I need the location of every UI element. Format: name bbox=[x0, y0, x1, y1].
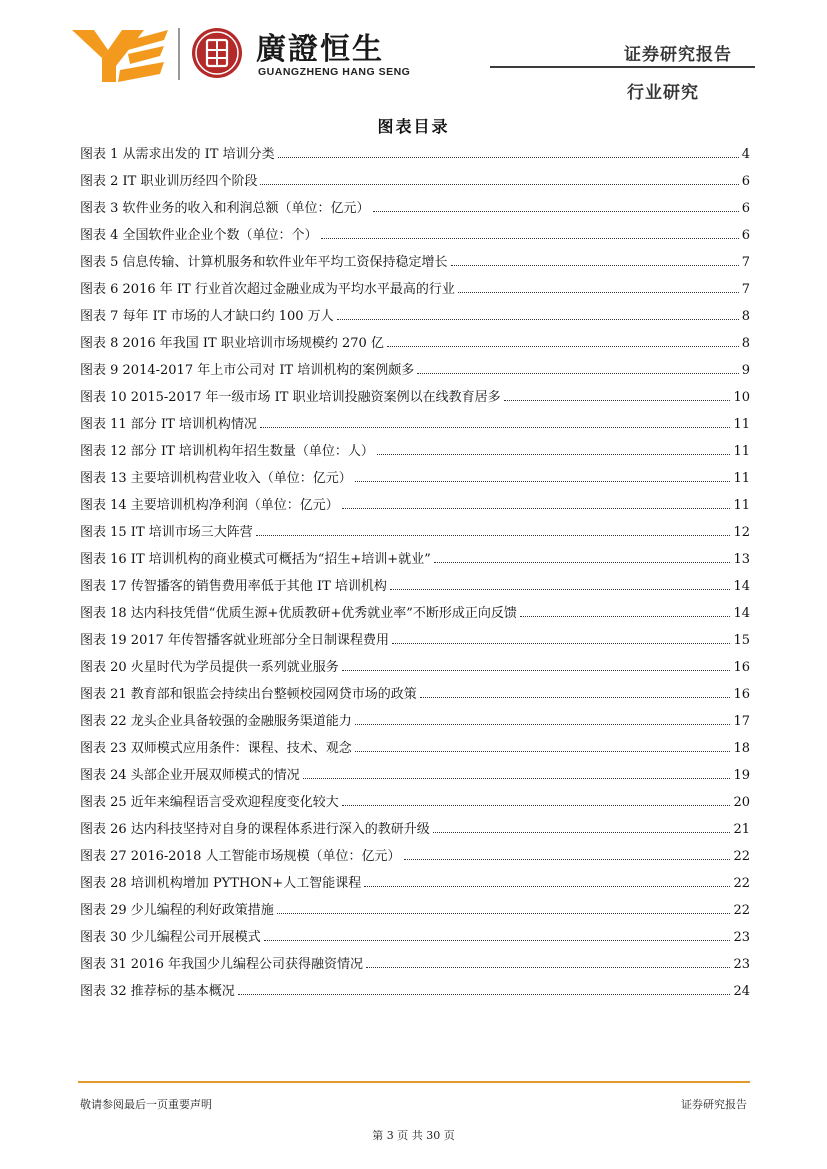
toc-leader-dots bbox=[387, 346, 739, 347]
toc-entry-label: 图表 16 IT 培训机构的商业模式可概括为“招生+培训+就业” bbox=[80, 552, 431, 567]
toc-entry-label: 图表 1 从需求出发的 IT 培训分类 bbox=[80, 147, 275, 162]
section-type-label: 行业研究 bbox=[627, 83, 699, 103]
toc-leader-dots bbox=[277, 913, 731, 914]
toc-entry-label: 图表 26 达内科技坚持对自身的课程体系进行深入的教研升级 bbox=[80, 822, 430, 837]
toc-entry-page: 19 bbox=[733, 768, 750, 783]
toc-entry-label: 图表 28 培训机构增加 PYTHON+人工智能课程 bbox=[80, 876, 362, 891]
toc-leader-dots bbox=[337, 319, 739, 320]
toc-leader-dots bbox=[355, 481, 731, 482]
toc-leader-dots bbox=[256, 535, 731, 536]
toc-entry-page: 9 bbox=[741, 363, 750, 378]
toc-leader-dots bbox=[420, 697, 731, 698]
toc-entry[interactable] bbox=[80, 764, 750, 791]
company-logo-icon bbox=[72, 26, 168, 84]
toc-leader-dots bbox=[458, 292, 739, 293]
brand-name-en: GUANGZHENG HANG SENG bbox=[258, 66, 411, 78]
brand-name-cn: 廣證恒生 bbox=[256, 32, 384, 67]
toc-entry[interactable] bbox=[80, 548, 750, 575]
toc-entry[interactable] bbox=[80, 278, 750, 305]
toc-entry-page: 14 bbox=[733, 579, 750, 594]
toc-entry[interactable] bbox=[80, 710, 750, 737]
toc-entry-label: 图表 15 IT 培训市场三大阵营 bbox=[80, 525, 253, 540]
toc-entry-page: 8 bbox=[741, 336, 750, 351]
toc-entry[interactable] bbox=[80, 683, 750, 710]
seal-icon bbox=[190, 26, 244, 80]
toc-entry[interactable] bbox=[80, 926, 750, 953]
toc-entry[interactable] bbox=[80, 494, 750, 521]
toc-entry-label: 图表 27 2016-2018 人工智能市场规模（单位：亿元） bbox=[80, 849, 401, 864]
toc-leader-dots bbox=[260, 184, 738, 185]
toc-entry-page: 11 bbox=[733, 471, 750, 486]
toc-entry-page: 14 bbox=[733, 606, 750, 621]
toc-entry-page: 11 bbox=[733, 498, 750, 513]
toc-entry-page: 8 bbox=[741, 309, 750, 324]
toc-entry-page: 16 bbox=[733, 687, 750, 702]
toc-leader-dots bbox=[342, 805, 731, 806]
toc-leader-dots bbox=[451, 265, 739, 266]
toc-leader-dots bbox=[434, 562, 731, 563]
toc-leader-dots bbox=[366, 967, 730, 968]
toc-entry-label: 图表 22 龙头企业具备较强的金融服务渠道能力 bbox=[80, 714, 352, 729]
toc-entry-label: 图表 21 教育部和银监会持续出台整顿校园网贷市场的政策 bbox=[80, 687, 417, 702]
toc-entry-page: 13 bbox=[733, 552, 750, 567]
toc-entry-page: 6 bbox=[741, 201, 750, 216]
toc-entry-page: 6 bbox=[741, 228, 750, 243]
toc-entry-label: 图表 31 2016 年我国少儿编程公司获得融资情况 bbox=[80, 957, 364, 972]
toc-entry-page: 23 bbox=[733, 957, 750, 972]
toc-leader-dots bbox=[355, 724, 731, 725]
footer-divider bbox=[78, 1081, 750, 1083]
toc-entry[interactable] bbox=[80, 845, 750, 872]
toc-leader-dots bbox=[520, 616, 731, 617]
toc-leader-dots bbox=[342, 508, 731, 509]
toc-leader-dots bbox=[417, 373, 738, 374]
toc-leader-dots bbox=[260, 427, 731, 428]
toc-entry-page: 22 bbox=[733, 849, 750, 864]
page-number: 第 3 页 共 30 页 bbox=[372, 1129, 455, 1142]
toc-entry-page: 17 bbox=[733, 714, 750, 729]
toc-entry-page: 7 bbox=[741, 255, 750, 270]
toc-entry-label: 图表 25 近年来编程语言受欢迎程度变化较大 bbox=[80, 795, 339, 810]
toc-entry-label: 图表 24 头部企业开展双师模式的情况 bbox=[80, 768, 300, 783]
toc-entry-page: 10 bbox=[733, 390, 750, 405]
toc-entry-page: 11 bbox=[733, 444, 750, 459]
toc-leader-dots bbox=[404, 859, 731, 860]
toc-entry[interactable] bbox=[80, 359, 750, 386]
toc-entry[interactable] bbox=[80, 980, 750, 1007]
header-divider bbox=[490, 66, 755, 68]
toc-leader-dots bbox=[238, 994, 731, 995]
toc-entry-page: 12 bbox=[733, 525, 750, 540]
toc-leader-dots bbox=[373, 211, 739, 212]
page-header bbox=[0, 0, 827, 110]
toc-entry[interactable] bbox=[80, 818, 750, 845]
toc-entry[interactable] bbox=[80, 872, 750, 899]
toc-leader-dots bbox=[303, 778, 731, 779]
toc-leader-dots bbox=[264, 940, 731, 941]
toc-entry-page: 22 bbox=[733, 876, 750, 891]
toc-entry[interactable] bbox=[80, 467, 750, 494]
toc-leader-dots bbox=[278, 157, 739, 158]
toc-leader-dots bbox=[433, 832, 731, 833]
toc-entry-label: 图表 23 双师模式应用条件：课程、技术、观念 bbox=[80, 741, 352, 756]
toc-leader-dots bbox=[377, 454, 731, 455]
report-type-label: 证券研究报告 bbox=[624, 45, 732, 65]
toc-entry-label: 图表 10 2015-2017 年一级市场 IT 职业培训投融资案例以在线教育居多 bbox=[80, 390, 501, 405]
toc-entry[interactable] bbox=[80, 791, 750, 818]
toc-leader-dots bbox=[342, 670, 731, 671]
toc-entry-page: 18 bbox=[733, 741, 750, 756]
toc-entry[interactable] bbox=[80, 602, 750, 629]
toc-entry-label: 图表 7 每年 IT 市场的人才缺口约 100 万人 bbox=[80, 309, 334, 324]
toc-leader-dots bbox=[321, 238, 739, 239]
toc-leader-dots bbox=[355, 751, 731, 752]
toc-entry[interactable] bbox=[80, 305, 750, 332]
toc-entry[interactable] bbox=[80, 440, 750, 467]
toc-entry-label: 图表 11 部分 IT 培训机构情况 bbox=[80, 417, 257, 432]
toc-entry[interactable] bbox=[80, 332, 750, 359]
toc-leader-dots bbox=[392, 643, 730, 644]
toc-entry-label: 图表 3 软件业务的收入和利润总额（单位：亿元） bbox=[80, 201, 370, 216]
toc-list bbox=[80, 143, 750, 1007]
toc-entry[interactable] bbox=[80, 899, 750, 926]
toc-entry-page: 21 bbox=[733, 822, 750, 837]
toc-entry-label: 图表 32 推荐标的基本概况 bbox=[80, 984, 235, 999]
toc-leader-dots bbox=[390, 589, 731, 590]
toc-entry-label: 图表 18 达内科技凭借“优质生源+优质教研+优秀就业率”不断形成正向反馈 bbox=[80, 606, 517, 621]
toc-entry-page: 24 bbox=[733, 984, 750, 999]
toc-leader-dots bbox=[364, 886, 730, 887]
toc-entry-label: 图表 17 传智播客的销售费用率低于其他 IT 培训机构 bbox=[80, 579, 387, 594]
toc-entry-page: 7 bbox=[741, 282, 750, 297]
toc-entry[interactable] bbox=[80, 953, 750, 980]
toc-entry-page: 22 bbox=[733, 903, 750, 918]
toc-entry[interactable] bbox=[80, 143, 750, 170]
toc-entry[interactable] bbox=[80, 386, 750, 413]
toc-entry[interactable] bbox=[80, 629, 750, 656]
toc-entry[interactable] bbox=[80, 197, 750, 224]
toc-entry-page: 20 bbox=[733, 795, 750, 810]
toc-entry[interactable] bbox=[80, 575, 750, 602]
toc-entry-label: 图表 30 少儿编程公司开展模式 bbox=[80, 930, 261, 945]
toc-entry-page: 16 bbox=[733, 660, 750, 675]
toc-entry-label: 图表 2 IT 职业训历经四个阶段 bbox=[80, 174, 258, 189]
toc-entry-page: 6 bbox=[741, 174, 750, 189]
toc-entry-label: 图表 29 少儿编程的利好政策措施 bbox=[80, 903, 274, 918]
toc-entry-label: 图表 8 2016 年我国 IT 职业培训市场规模约 270 亿 bbox=[80, 336, 384, 351]
toc-entry-label: 图表 5 信息传输、计算机服务和软件业年平均工资保持稳定增长 bbox=[80, 255, 448, 270]
toc-title: 图表目录 bbox=[377, 117, 450, 136]
toc-leader-dots bbox=[504, 400, 731, 401]
toc-entry[interactable] bbox=[80, 413, 750, 440]
toc-entry-label: 图表 20 火星时代为学员提供一系列就业服务 bbox=[80, 660, 339, 675]
toc-entry-label: 图表 13 主要培训机构营业收入（单位：亿元） bbox=[80, 471, 352, 486]
toc-entry-label: 图表 6 2016 年 IT 行业首次超过金融业成为平均水平最高的行业 bbox=[80, 282, 455, 297]
toc-entry-label: 图表 9 2014-2017 年上市公司对 IT 培训机构的案例颇多 bbox=[80, 363, 415, 378]
toc-entry[interactable] bbox=[80, 737, 750, 764]
toc-entry-page: 11 bbox=[733, 417, 750, 432]
toc-entry-label: 图表 14 主要培训机构净利润（单位：亿元） bbox=[80, 498, 339, 513]
toc-entry-label: 图表 12 部分 IT 培训机构年招生数量（单位：人） bbox=[80, 444, 374, 459]
logo-divider bbox=[178, 28, 180, 80]
toc-entry[interactable] bbox=[80, 224, 750, 251]
toc-entry-label: 图表 19 2017 年传智播客就业班部分全日制课程费用 bbox=[80, 633, 390, 648]
toc-entry[interactable] bbox=[80, 170, 750, 197]
toc-entry[interactable] bbox=[80, 251, 750, 278]
footer-disclaimer: 敬请参阅最后一页重要声明 bbox=[80, 1098, 212, 1111]
toc-entry-page: 4 bbox=[741, 147, 750, 162]
toc-entry-page: 23 bbox=[733, 930, 750, 945]
footer-report-type: 证券研究报告 bbox=[681, 1098, 747, 1111]
toc-entry[interactable] bbox=[80, 656, 750, 683]
toc-entry[interactable] bbox=[80, 521, 750, 548]
toc-entry-page: 15 bbox=[733, 633, 750, 648]
toc-entry-label: 图表 4 全国软件业企业个数（单位：个） bbox=[80, 228, 318, 243]
